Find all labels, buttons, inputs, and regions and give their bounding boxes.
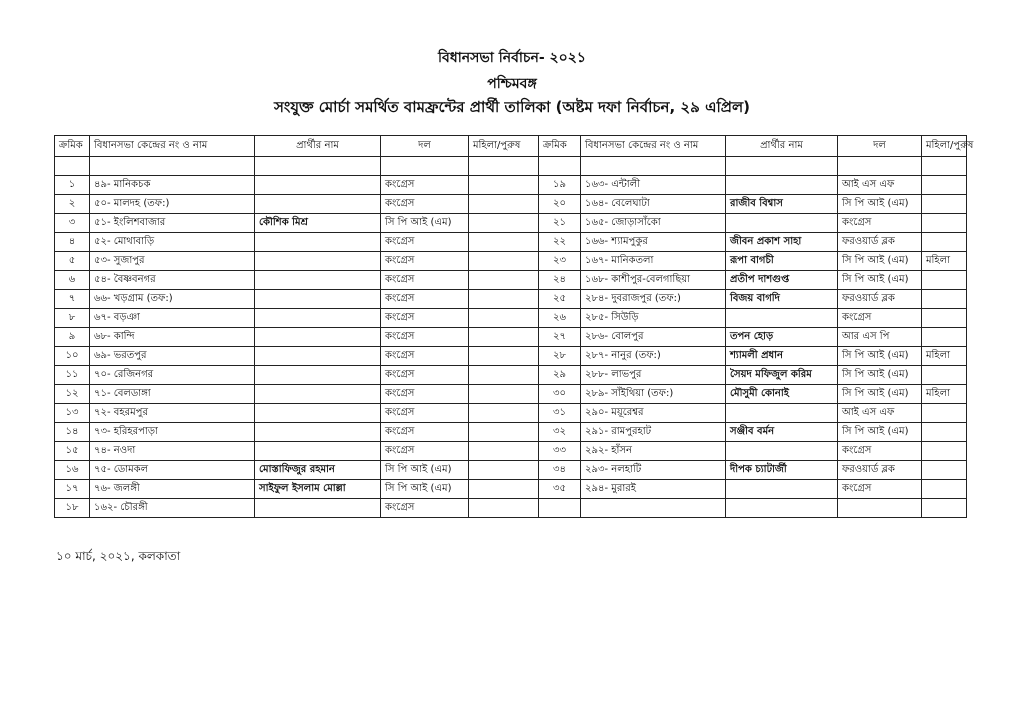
candidate-cell <box>255 499 381 518</box>
gender-cell <box>469 442 539 461</box>
candidate-cell <box>726 309 838 328</box>
table-row <box>55 385 967 404</box>
gender-cell <box>922 461 967 480</box>
party-cell: কংগ্রেস <box>838 214 922 233</box>
gender-cell <box>469 347 539 366</box>
gender-cell <box>469 290 539 309</box>
serial-cell: ৩০ <box>539 385 581 404</box>
gender-cell <box>922 423 967 442</box>
candidate-cell: প্রতীপ দাশগুপ্ত <box>726 271 838 290</box>
gender-cell <box>469 385 539 404</box>
table-row <box>55 271 967 290</box>
candidate-cell: কৌশিক মিশ্র <box>255 214 381 233</box>
constituency-cell: ৭৪- নওদা <box>90 442 255 461</box>
blank-cell <box>55 157 90 176</box>
gender-cell <box>469 461 539 480</box>
header-candidate: প্রার্থীর নাম <box>726 136 838 157</box>
gender-cell <box>922 195 967 214</box>
party-cell: ফরওয়ার্ড ব্লক <box>838 233 922 252</box>
serial-cell: ৯ <box>55 328 90 347</box>
party-cell: কংগ্রেস <box>381 404 469 423</box>
serial-cell: ৩ <box>55 214 90 233</box>
constituency-cell: ১৬৫- জোড়াসাঁকো <box>581 214 726 233</box>
party-cell: সি পি আই (এম) <box>838 347 922 366</box>
gender-cell <box>922 366 967 385</box>
candidate-cell: শ্যামলী প্রধান <box>726 347 838 366</box>
constituency-cell: ৫৩- সুজাপুর <box>90 252 255 271</box>
header-serial: ক্রমিক <box>55 136 90 157</box>
constituency-cell: ২৮৭- নানুর (তফ:) <box>581 347 726 366</box>
blank-cell <box>469 157 539 176</box>
gender-cell <box>469 328 539 347</box>
document-state: পশ্চিমবঙ্গ <box>487 76 537 92</box>
gender-cell <box>922 309 967 328</box>
candidate-cell <box>255 309 381 328</box>
candidate-cell <box>255 404 381 423</box>
serial-cell: ৩৩ <box>539 442 581 461</box>
serial-cell: ১৯ <box>539 176 581 195</box>
party-cell: ফরওয়ার্ড ব্লক <box>838 461 922 480</box>
party-cell <box>838 499 922 518</box>
gender-cell <box>922 271 967 290</box>
table-header-row <box>55 136 967 157</box>
constituency-cell: ৬৯- ভরতপুর <box>90 347 255 366</box>
table-row <box>55 423 967 442</box>
party-cell: কংগ্রেস <box>381 366 469 385</box>
party-cell: সি পি আই (এম) <box>838 366 922 385</box>
constituency-cell: ৭১- বেলডাঙ্গা <box>90 385 255 404</box>
gender-cell <box>469 176 539 195</box>
party-cell: আই এস এফ <box>838 404 922 423</box>
party-cell: কংগ্রেস <box>838 442 922 461</box>
constituency-cell: ৬৭- বড়ঞা <box>90 309 255 328</box>
table-row <box>55 233 967 252</box>
candidate-cell: সাইফুল ইসলাম মোল্লা <box>255 480 381 499</box>
party-cell: কংগ্রেস <box>381 290 469 309</box>
header-candidate: প্রার্থীর নাম <box>255 136 381 157</box>
constituency-cell: ৫৪- বৈষ্ণবনগর <box>90 271 255 290</box>
table-row <box>55 499 967 518</box>
serial-cell: ১৭ <box>55 480 90 499</box>
table-row <box>55 290 967 309</box>
party-cell: কংগ্রেস <box>381 347 469 366</box>
gender-cell <box>469 499 539 518</box>
party-cell: সি পি আই (এম) <box>838 385 922 404</box>
constituency-cell: ৭০- রেজিনগর <box>90 366 255 385</box>
header-constituency: বিধানসভা কেন্দ্রের নং ও নাম <box>581 136 726 157</box>
header-party: দল <box>838 136 922 157</box>
candidate-cell <box>255 233 381 252</box>
party-cell: কংগ্রেস <box>381 423 469 442</box>
gender-cell <box>922 480 967 499</box>
candidate-table <box>54 135 974 518</box>
gender-cell <box>922 214 967 233</box>
blank-cell <box>90 157 255 176</box>
blank-cell <box>838 157 922 176</box>
table-body <box>55 157 967 518</box>
constituency-cell: ৭২- বহরমপুর <box>90 404 255 423</box>
party-cell: কংগ্রেস <box>381 252 469 271</box>
serial-cell: ৩৪ <box>539 461 581 480</box>
constituency-cell: ১৬৬- শ্যামপুকুর <box>581 233 726 252</box>
table-row <box>55 404 967 423</box>
candidate-cell <box>255 347 381 366</box>
party-cell: সি পি আই (এম) <box>838 195 922 214</box>
gender-cell <box>922 328 967 347</box>
candidate-cell: রাজীব বিশ্বাস <box>726 195 838 214</box>
serial-cell: ৬ <box>55 271 90 290</box>
gender-cell <box>922 442 967 461</box>
constituency-cell: ৭৩- হরিহরপাড়া <box>90 423 255 442</box>
constituency-cell: ৫২- মোথাবাড়ি <box>90 233 255 252</box>
table-row <box>55 347 967 366</box>
party-cell: কংগ্রেস <box>838 309 922 328</box>
constituency-cell: ১৬৭- মানিকতলা <box>581 252 726 271</box>
candidate-cell <box>255 252 381 271</box>
constituency-cell: ৫১- ইংলিশবাজার <box>90 214 255 233</box>
candidate-cell <box>726 499 838 518</box>
constituency-cell: ২৮৬- বোলপুর <box>581 328 726 347</box>
constituency-cell: ৫০- মালদহ (তফ:) <box>90 195 255 214</box>
serial-cell: ১৫ <box>55 442 90 461</box>
gender-cell: মহিলা <box>922 385 967 404</box>
table-row <box>55 195 967 214</box>
constituency-cell: ২৯০- ময়ূরেশ্বর <box>581 404 726 423</box>
serial-cell: ১৪ <box>55 423 90 442</box>
party-cell: কংগ্রেস <box>381 442 469 461</box>
constituency-cell: ২৮৪- দুবরাজপুর (তফ:) <box>581 290 726 309</box>
candidate-cell: মৌসুমী কোনাই <box>726 385 838 404</box>
gender-cell <box>922 404 967 423</box>
candidate-cell <box>255 366 381 385</box>
blank-cell <box>539 157 581 176</box>
blank-spacer-row <box>55 157 967 176</box>
gender-cell <box>469 423 539 442</box>
gender-cell <box>922 233 967 252</box>
table-row <box>55 442 967 461</box>
gender-cell <box>469 309 539 328</box>
serial-cell: ২০ <box>539 195 581 214</box>
constituency-cell: ১৬৮- কাশীপুর-বেলগাছিয়া <box>581 271 726 290</box>
serial-cell: ২১ <box>539 214 581 233</box>
party-cell: কংগ্রেস <box>381 309 469 328</box>
blank-cell <box>381 157 469 176</box>
table-row <box>55 480 967 499</box>
blank-cell <box>922 157 967 176</box>
party-cell: সি পি আই (এম) <box>381 214 469 233</box>
candidate-cell <box>726 442 838 461</box>
candidate-cell <box>726 176 838 195</box>
gender-cell <box>469 214 539 233</box>
constituency-cell: ৭৫- ডোমকল <box>90 461 255 480</box>
gender-cell <box>922 499 967 518</box>
serial-cell <box>539 499 581 518</box>
constituency-cell: ৬৬- খড়গ্রাম (তফ:) <box>90 290 255 309</box>
serial-cell: ২৮ <box>539 347 581 366</box>
party-cell: কংগ্রেস <box>381 499 469 518</box>
table-row <box>55 252 967 271</box>
candidate-cell <box>255 385 381 404</box>
party-cell: সি পি আই (এম) <box>381 480 469 499</box>
candidate-cell: দীপক চ্যাটার্জী <box>726 461 838 480</box>
constituency-cell: ১৬৪- বেলেঘাটা <box>581 195 726 214</box>
gender-cell <box>469 271 539 290</box>
header-gender: মহিলা/পুরুষ <box>922 136 967 157</box>
candidate-cell <box>255 176 381 195</box>
blank-cell <box>581 157 726 176</box>
blank-cell <box>726 157 838 176</box>
party-cell: সি পি আই (এম) <box>381 461 469 480</box>
header-serial: ক্রমিক <box>539 136 581 157</box>
serial-cell: ২৯ <box>539 366 581 385</box>
candidate-cell: মোস্তাফিজুর রহমান <box>255 461 381 480</box>
candidate-cell <box>255 442 381 461</box>
footer-date-place: ১০ মার্চ, ২০২১, কলকাতা <box>56 549 181 563</box>
party-cell: কংগ্রেস <box>381 385 469 404</box>
serial-cell: ২৩ <box>539 252 581 271</box>
serial-cell: ৫ <box>55 252 90 271</box>
party-cell: সি পি আই (এম) <box>838 271 922 290</box>
gender-cell <box>922 290 967 309</box>
candidate-cell <box>255 328 381 347</box>
constituency-cell: ২৮৯- সাঁইথিয়া (তফ:) <box>581 385 726 404</box>
header-gender: মহিলা/পুরুষ <box>469 136 539 157</box>
gender-cell: মহিলা <box>922 347 967 366</box>
serial-cell: ১৬ <box>55 461 90 480</box>
constituency-cell: ৬৮- কান্দি <box>90 328 255 347</box>
serial-cell: ৪ <box>55 233 90 252</box>
gender-cell <box>469 366 539 385</box>
candidate-cell: জীবন প্রকাশ সাহা <box>726 233 838 252</box>
blank-cell <box>255 157 381 176</box>
constituency-cell: ৪৯- মানিকচক <box>90 176 255 195</box>
gender-cell <box>469 233 539 252</box>
serial-cell: ১৮ <box>55 499 90 518</box>
constituency-cell: ২৮৮- লাভপুর <box>581 366 726 385</box>
gender-cell: মহিলা <box>922 252 967 271</box>
constituency-cell: ২৯১- রামপুরহাট <box>581 423 726 442</box>
candidate-cell: রূপা বাগচী <box>726 252 838 271</box>
party-cell: কংগ্রেস <box>381 271 469 290</box>
table-row <box>55 461 967 480</box>
candidate-cell <box>726 480 838 499</box>
gender-cell <box>469 195 539 214</box>
serial-cell: ৩২ <box>539 423 581 442</box>
table-row <box>55 176 967 195</box>
serial-cell: ১১ <box>55 366 90 385</box>
party-cell: ফরওয়ার্ড ব্লক <box>838 290 922 309</box>
serial-cell: ১০ <box>55 347 90 366</box>
document-subtitle: সংযুক্ত মোর্চা সমর্থিত বামফ্রন্টের প্রার্থী তালিকা (অষ্টম দফা নির্বাচন, ২৯ এপ্রিল) <box>273 98 751 116</box>
table-row <box>55 214 967 233</box>
party-cell: কংগ্রেস <box>838 480 922 499</box>
constituency-cell: ২৯৪- মুরারই <box>581 480 726 499</box>
candidate-cell: তপন হোড় <box>726 328 838 347</box>
serial-cell: ২৪ <box>539 271 581 290</box>
gender-cell <box>469 404 539 423</box>
constituency-cell: ১৬২- চৌরঙ্গী <box>90 499 255 518</box>
table-row <box>55 366 967 385</box>
candidate-cell <box>255 423 381 442</box>
serial-cell: ৮ <box>55 309 90 328</box>
candidate-cell: সৈয়দ মফিজুল করিম <box>726 366 838 385</box>
party-cell: কংগ্রেস <box>381 328 469 347</box>
candidate-cell <box>726 404 838 423</box>
gender-cell <box>469 480 539 499</box>
party-cell: সি পি আই (এম) <box>838 423 922 442</box>
candidate-cell <box>255 271 381 290</box>
header-party: দল <box>381 136 469 157</box>
party-cell: কংগ্রেস <box>381 195 469 214</box>
constituency-cell: ২৯২- হাঁসন <box>581 442 726 461</box>
serial-cell: ২২ <box>539 233 581 252</box>
constituency-cell: ২৮৫- সিউড়ি <box>581 309 726 328</box>
party-cell: সি পি আই (এম) <box>838 252 922 271</box>
gender-cell <box>469 252 539 271</box>
candidate-cell <box>255 290 381 309</box>
serial-cell: ৭ <box>55 290 90 309</box>
header-constituency: বিধানসভা কেন্দ্রের নং ও নাম <box>90 136 255 157</box>
constituency-cell: ২৯৩- নলহাটি <box>581 461 726 480</box>
candidate-cell: বিজয় বাগদি <box>726 290 838 309</box>
candidate-cell <box>255 195 381 214</box>
serial-cell: ১ <box>55 176 90 195</box>
serial-cell: ২৫ <box>539 290 581 309</box>
table-row <box>55 309 967 328</box>
serial-cell: ২ <box>55 195 90 214</box>
serial-cell: ১৩ <box>55 404 90 423</box>
candidate-cell: সঞ্জীব বর্মন <box>726 423 838 442</box>
constituency-cell: ৭৬- জলঙ্গী <box>90 480 255 499</box>
candidate-cell <box>726 214 838 233</box>
constituency-cell: ১৬৩- এন্টালী <box>581 176 726 195</box>
party-cell: আর এস পি <box>838 328 922 347</box>
constituency-cell <box>581 499 726 518</box>
serial-cell: ১২ <box>55 385 90 404</box>
party-cell: কংগ্রেস <box>381 233 469 252</box>
gender-cell <box>922 176 967 195</box>
document-title: বিধানসভা নির্বাচন- ২০২১ <box>438 50 586 66</box>
serial-cell: ৩৫ <box>539 480 581 499</box>
serial-cell: ২৬ <box>539 309 581 328</box>
serial-cell: ২৭ <box>539 328 581 347</box>
table-row <box>55 328 967 347</box>
party-cell: আই এস এফ <box>838 176 922 195</box>
serial-cell: ৩১ <box>539 404 581 423</box>
party-cell: কংগ্রেস <box>381 176 469 195</box>
